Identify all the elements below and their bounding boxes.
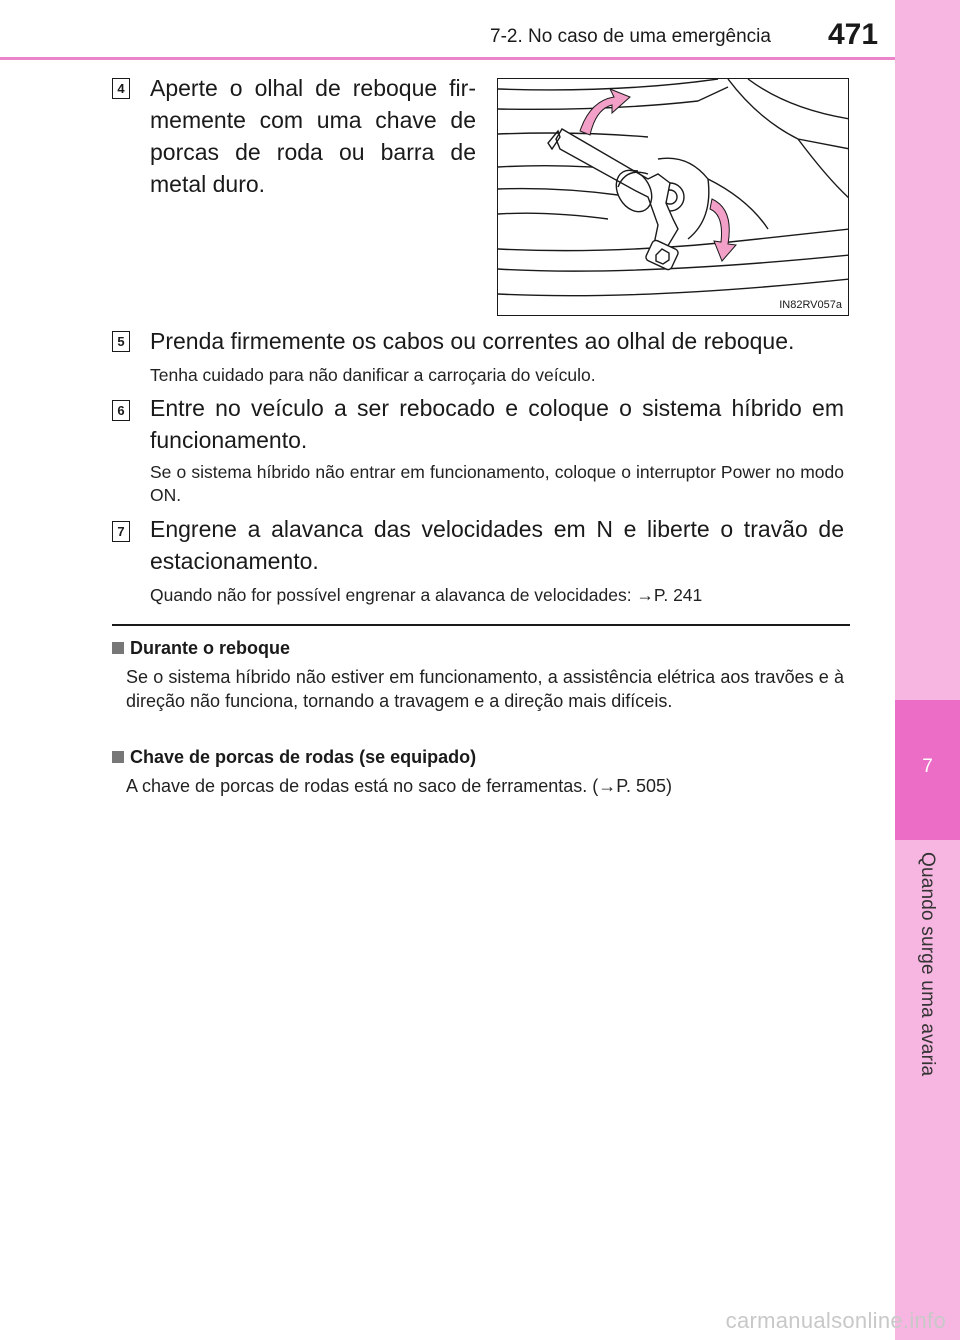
square-bullet-icon xyxy=(112,751,124,763)
square-bullet-icon xyxy=(112,642,124,654)
header-rule xyxy=(0,57,895,60)
note-body-towing: Se o sistema híbrido não estiver em funcionamento, a assistência elétrica aos travões e à direção não funciona, tornando a travagem e a direção mais difíceis. xyxy=(126,667,844,711)
note-heading-text: Chave de porcas de rodas (se equipado) xyxy=(130,747,477,767)
tow-eyelet-figure xyxy=(497,78,849,316)
page-header xyxy=(0,0,895,60)
side-tab xyxy=(895,0,960,1340)
section-title: 7-2. No caso de uma emergência xyxy=(490,26,771,47)
step-5-note: Tenha cuidado para não danificar a carroçaria do veículo. xyxy=(150,365,596,385)
step-6-number: 6 xyxy=(112,400,130,421)
note-heading-towing xyxy=(112,638,290,659)
step-6-note: Se o sistema híbrido não entrar em funcionamento, coloque o interruptor Power no modo ON. xyxy=(150,462,844,505)
chapter-number: 7 xyxy=(922,756,933,777)
step-7-text: Engrene a alavanca das velocidades em N e liberte o travão de estacionamento. xyxy=(150,516,844,574)
watermark: carmanualsonline.info xyxy=(725,1308,946,1333)
step-5-number: 5 xyxy=(112,331,130,352)
step-4-text: Aperte o olhal de reboque fir-memente com uma chave de porcas de roda ou barra de metal duro. xyxy=(150,75,476,197)
figure-code: IN82RV057a xyxy=(779,299,842,311)
page-number: 471 xyxy=(828,18,879,51)
step-7-note: Quando não for possível engrenar a alavanca de velocidades: →P. 241 xyxy=(150,585,703,605)
wrench-illustration xyxy=(498,79,849,316)
step-5-text: Prenda firmemente os cabos ou correntes ao olhal de reboque. xyxy=(150,328,795,354)
step-6-text: Entre no veículo a ser rebocado e coloque o sistema híbrido em funcionamento. xyxy=(150,395,844,453)
note-body-wrench: A chave de porcas de rodas está no saco de ferramentas. (→P. 505) xyxy=(126,776,672,796)
section-divider xyxy=(112,624,850,626)
note-heading-text: Durante o reboque xyxy=(130,638,291,658)
step-7-number: 7 xyxy=(112,521,130,542)
chapter-title: Quando surge uma avaria xyxy=(917,852,938,1077)
step-4-number: 4 xyxy=(112,78,130,99)
note-heading-wrench xyxy=(112,747,476,768)
